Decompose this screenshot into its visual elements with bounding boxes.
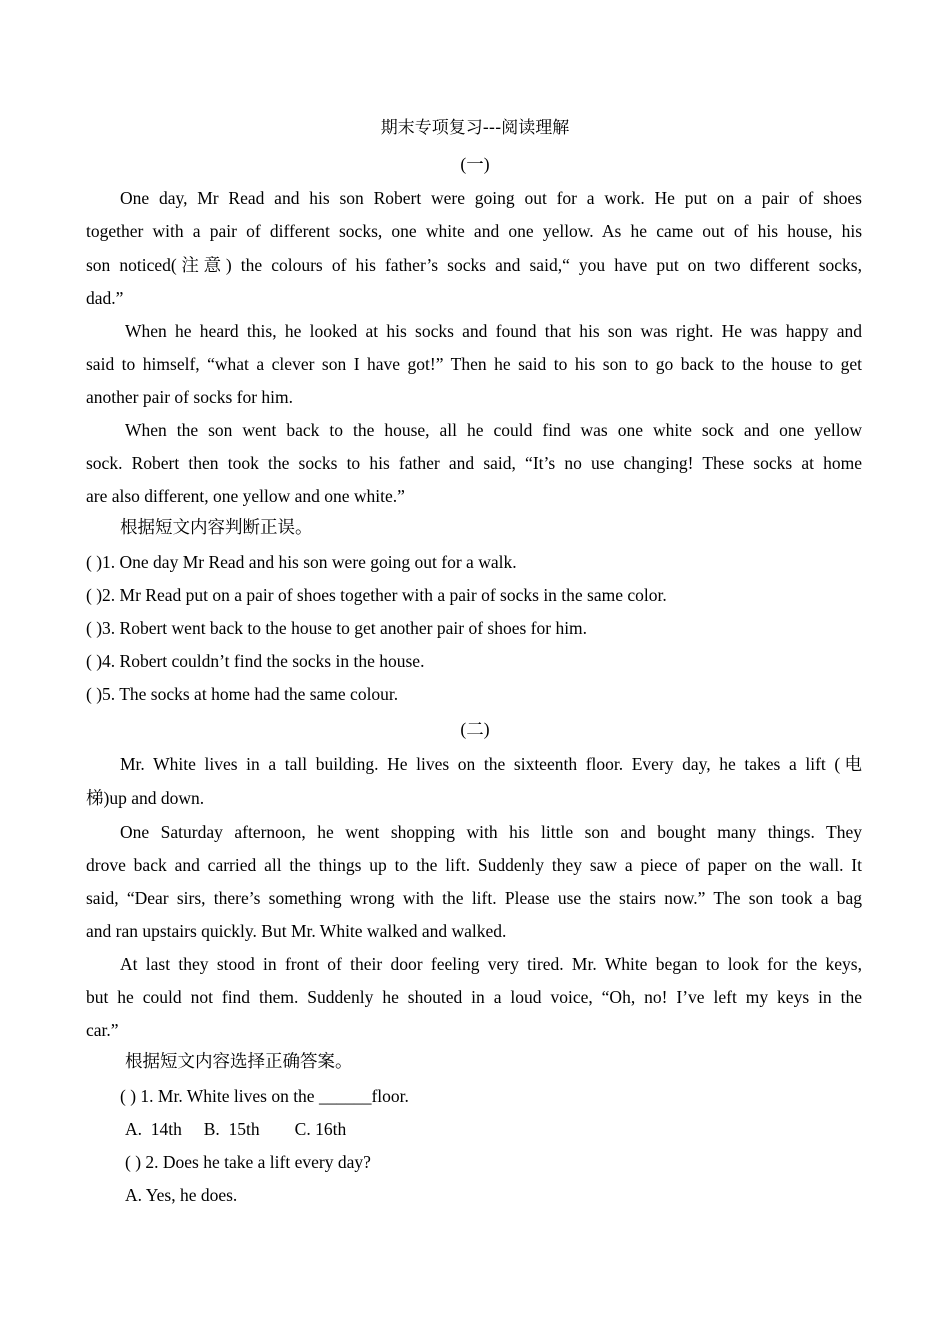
answer-option: A. Yes, he does. xyxy=(125,1185,238,1205)
passage-line: son noticed(注意) the colours of his father’s socks and said,“ you have put on two different socks, xyxy=(86,255,862,275)
passage-line: and ran upstairs quickly. But Mr. White walked and walked. xyxy=(86,921,507,941)
section-1-heading: (一) xyxy=(460,154,490,174)
passage-line: At last they stood in front of their door feeling very tired. Mr. White began to look for the keys, xyxy=(120,954,862,974)
true-false-question: ( )4. Robert couldn’t find the socks in the house. xyxy=(86,651,425,671)
passage-line: Mr. White lives in a tall building. He lives on the sixteenth floor. Every day, he takes a lift (电 xyxy=(120,754,862,774)
passage-line: another pair of socks for him. xyxy=(86,387,294,407)
passage-line: 梯)up and down. xyxy=(86,788,205,808)
true-false-question: ( )3. Robert went back to the house to get another pair of shoes for him. xyxy=(86,618,588,638)
true-false-question: ( )5. The socks at home had the same colour. xyxy=(86,684,399,704)
section-2-instruction: 根据短文内容选择正确答案。 xyxy=(125,1052,353,1072)
true-false-question: ( )1. One day Mr Read and his son were going out for a walk. xyxy=(86,552,517,572)
passage-line: One day, Mr Read and his son Robert were going out for a work. He put on a pair of shoes xyxy=(120,188,862,208)
multiple-choice-question: ( ) 2. Does he take a lift every day? xyxy=(125,1152,371,1172)
answer-options: A. 14th B. 15th C. 16th xyxy=(125,1119,347,1139)
passage-line: said to himself, “what a clever son I have got!” Then he said to his son to go back to the house to get xyxy=(86,354,862,374)
passage-line: together with a pair of different socks, one white and one yellow. As he came out of his house, his xyxy=(86,221,862,241)
passage-line: said, “Dear sirs, there’s something wrong with the lift. Please use the stairs now.” The son took a bag xyxy=(86,888,862,908)
passage-line: but he could not find them. Suddenly he shouted in a loud voice, “Oh, no! I’ve left my keys in the xyxy=(86,987,862,1007)
passage-line: When he heard this, he looked at his socks and found that his son was right. He was happy and xyxy=(125,321,862,341)
page-title: 期末专项复习---阅读理解 xyxy=(380,118,570,138)
passage-line: sock. Robert then took the socks to his father and said, “It’s no use changing! These socks at home xyxy=(86,453,862,473)
passage-line: One Saturday afternoon, he went shopping with his little son and bought many things. They xyxy=(120,822,862,842)
passage-line: drove back and carried all the things up to the lift. Suddenly they saw a piece of paper on the wall. It xyxy=(86,855,862,875)
passage-line: When the son went back to the house, all he could find was one white sock and one yellow xyxy=(125,420,862,440)
section-2-heading: (二) xyxy=(460,719,490,739)
section-1-instruction: 根据短文内容判断正误。 xyxy=(120,518,313,538)
passage-line: car.” xyxy=(86,1020,119,1040)
multiple-choice-question: ( ) 1. Mr. White lives on the ______floor. xyxy=(120,1086,409,1106)
true-false-question: ( )2. Mr Read put on a pair of shoes together with a pair of socks in the same color. xyxy=(86,585,667,605)
passage-line: dad.” xyxy=(86,288,124,308)
passage-line: are also different, one yellow and one white.” xyxy=(86,486,405,506)
